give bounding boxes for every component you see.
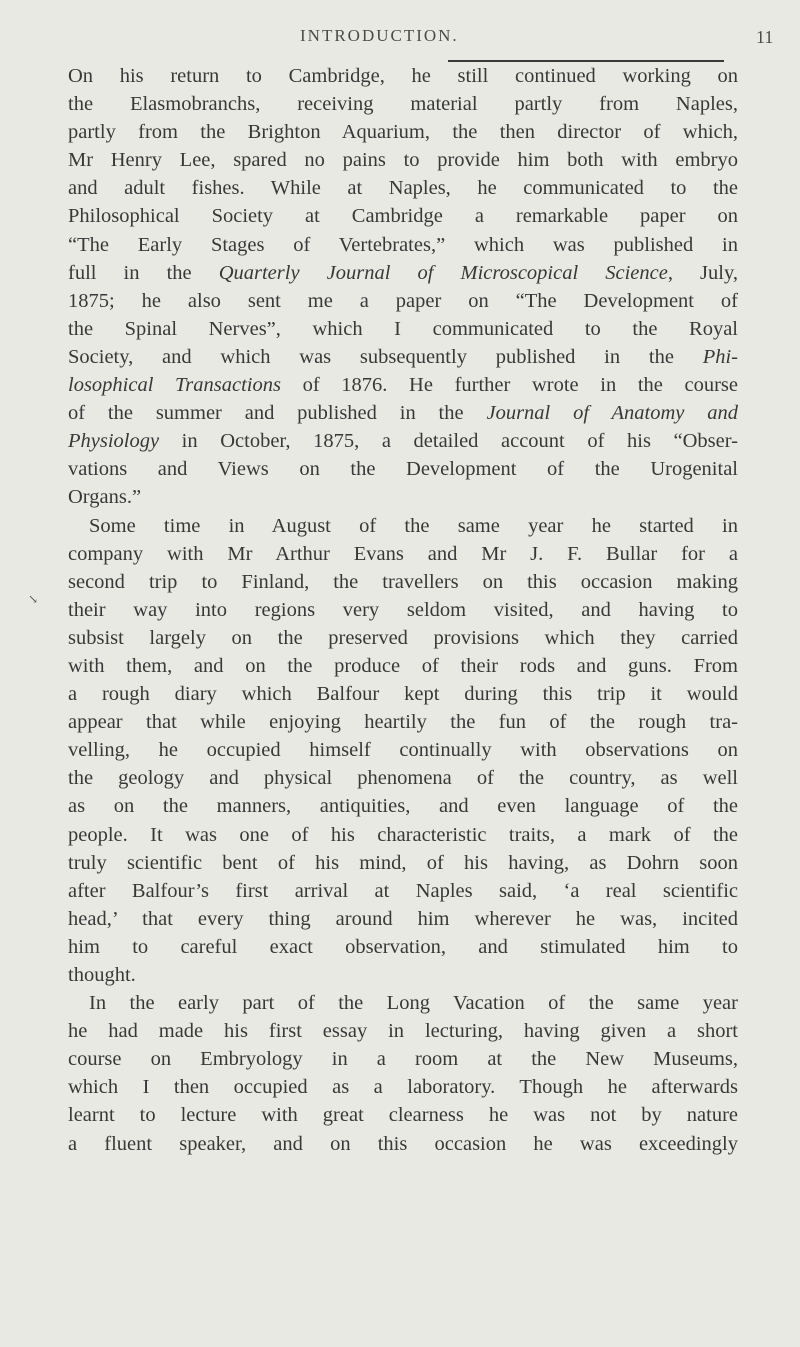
text-line (68, 259, 738, 287)
text-line (68, 1130, 738, 1158)
text-segment: the geology and physical phenomena of the country, as well (68, 767, 738, 790)
text-line (68, 624, 738, 652)
text-segment: velling, he occupied himself continually with observations on (68, 739, 738, 762)
text-line (68, 905, 738, 933)
text-segment: On his return to Cambridge, he still continued working on (68, 65, 738, 87)
running-head: INTRODUCTION. (300, 26, 459, 45)
text-segment: Mr Henry Lee, spared no pains to provide him both with embryo (68, 149, 738, 172)
text-line (68, 399, 738, 427)
text-segment: after Balfour’s first arrival at Naples said, ‘a real scientific (68, 879, 738, 902)
text-line (68, 708, 738, 736)
text-segment: truly scientific bent of his mind, of his having, as Dohrn soon (68, 851, 738, 874)
text-line (68, 90, 738, 118)
text-segment: the Spinal Nerves”, which I communicated to the Royal (68, 317, 738, 340)
text-line (68, 933, 738, 961)
text-segment: 1875; he also sent me a paper on “The Development of (68, 289, 738, 312)
text-segment: and adult fishes. While at Naples, he communicated to the (68, 177, 738, 200)
text-line (68, 961, 738, 989)
text-segment: subsist largely on the preserved provisions which they carried (68, 626, 738, 649)
text-segment: “The Early Stages of Vertebrates,” which was published in (68, 233, 738, 256)
text-segment: their way into regions very seldom visited, and having to (68, 598, 738, 621)
text-segment: appear that while enjoying heartily the fun of the rough tra- (68, 711, 738, 734)
text-line (68, 989, 738, 1017)
text-line (68, 315, 738, 343)
text-segment: second trip to Finland, the travellers on this occasion making (68, 570, 738, 593)
text-segment: of the summer and published in the (68, 402, 487, 425)
text-line (68, 118, 738, 146)
text-segment: Some time in August of the same year he started in (89, 514, 738, 537)
page-number: 11 (756, 27, 774, 47)
text-segment: people. It was one of his characteristic traits, a mark of the (68, 823, 738, 846)
italic-title-segment: Phi- (702, 345, 738, 368)
body-text (68, 62, 738, 1158)
text-segment: which I then occupied as a laboratory. Though he afterwards (68, 1076, 738, 1099)
text-line (68, 174, 738, 202)
text-line (68, 821, 738, 849)
text-line (68, 764, 738, 792)
text-segment: partly from the Brighton Aquarium, the then director of which, (68, 121, 738, 144)
text-line (68, 652, 738, 680)
text-segment: full in the (68, 261, 219, 284)
text-line (68, 1101, 738, 1129)
text-segment: of 1876. He further wrote in the course (280, 374, 738, 397)
italic-title-segment: Quarterly Journal of Microscopical Science (218, 261, 668, 284)
text-segment: as on the manners, antiquities, and even language of the (68, 795, 738, 818)
text-line (68, 483, 738, 511)
text-line (68, 371, 738, 399)
text-segment: with them, and on the produce of their rods and guns. From (68, 654, 738, 677)
text-line (68, 877, 738, 905)
text-segment: , July, (667, 261, 738, 284)
text-line (68, 427, 738, 455)
text-line (68, 736, 738, 764)
text-line (68, 568, 738, 596)
text-segment: Society, and which was subsequently published in the (68, 345, 703, 368)
text-line (68, 62, 738, 90)
italic-title-segment: Physiology (68, 430, 160, 453)
italic-title-segment: Journal of Anatomy and (486, 402, 739, 425)
text-line (68, 512, 738, 540)
text-segment: he had made his first essay in lecturing, having given a short (68, 1020, 738, 1043)
text-segment: head,’ that every thing around him wherever he was, incited (68, 907, 738, 930)
text-segment: him to careful exact observation, and stimulated him to (68, 935, 738, 958)
text-segment: vations and Views on the Development of the Urogenital (68, 458, 738, 481)
text-segment: a fluent speaker, and on this occasion he was exceedingly (68, 1132, 738, 1155)
text-line (68, 1017, 738, 1045)
text-line (68, 455, 738, 483)
text-line (68, 1073, 738, 1101)
text-segment: In the early part of the Long Vacation of the same year (89, 992, 738, 1015)
text-segment: company with Mr Arthur Evans and Mr J. F. Bullar for a (68, 542, 738, 565)
text-segment: thought. (68, 964, 136, 986)
text-segment: the Elasmobranchs, receiving material partly from Naples, (68, 93, 738, 116)
text-line (68, 146, 738, 174)
text-line (68, 1045, 738, 1073)
text-line (68, 680, 738, 708)
text-line (68, 596, 738, 624)
text-line (68, 343, 738, 371)
text-segment: in October, 1875, a detailed account of his “Obser- (159, 430, 738, 453)
text-line (68, 792, 738, 820)
margin-mark: ↘ (28, 592, 39, 606)
text-line (68, 202, 738, 230)
text-segment: Organs.” (68, 486, 142, 509)
text-line (68, 540, 738, 568)
text-line (68, 287, 738, 315)
text-line (68, 849, 738, 877)
text-segment: course on Embryology in a room at the New Museums, (68, 1048, 738, 1071)
text-segment: a rough diary which Balfour kept during this trip it would (68, 683, 738, 706)
text-segment: learnt to lecture with great clearness he was not by nature (68, 1104, 738, 1127)
italic-title-segment: losophical Transactions (68, 374, 281, 397)
text-segment: Philosophical Society at Cambridge a remarkable paper on (68, 205, 738, 228)
text-line (68, 231, 738, 259)
